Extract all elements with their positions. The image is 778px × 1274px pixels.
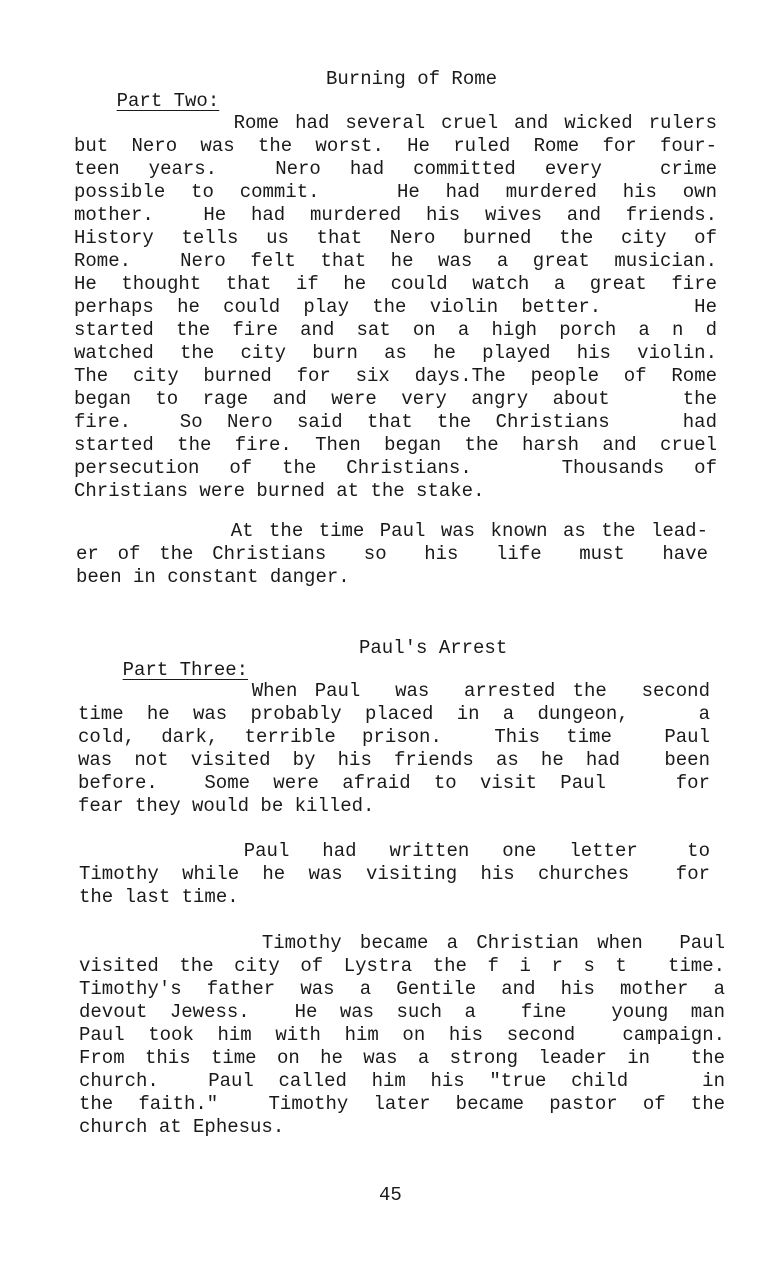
text-line: possible to commit. He had murdered his own — [74, 181, 717, 203]
text-line: watched the city burn as he played his violin. — [74, 342, 717, 364]
text-line: was not visited by his friends as he had been — [78, 749, 710, 771]
text-line: fire. So Nero said that the Christians had — [74, 411, 717, 433]
section-label: Part Two: — [116, 90, 220, 112]
text-line: been in constant danger. — [76, 566, 350, 588]
text-line: started the fire. Then began the harsh and cruel — [74, 434, 717, 456]
text-line: Christians were burned at the stake. — [74, 480, 485, 502]
text-line: The city burned for six days.The people of Rome — [74, 365, 717, 387]
text-line: before. Some were afraid to visit Paul for — [78, 772, 710, 794]
paragraph — [78, 680, 710, 818]
text-line: church. Paul called him his "true child in — [79, 1070, 725, 1092]
text-line: but Nero was the worst. He ruled Rome for four- — [74, 135, 717, 157]
paragraph — [76, 520, 708, 589]
text-line: Paul took him with him on his second campaign. — [79, 1024, 725, 1046]
text-line: cold, dark, terrible prison. This time Paul — [78, 726, 710, 748]
text-line: mother. He had murdered his wives and friends. — [74, 204, 717, 226]
text-line: persecution of the Christians. Thousands of — [74, 457, 717, 479]
text-line: perhaps he could play the violin better. He — [74, 296, 717, 318]
paragraph — [74, 112, 717, 503]
text-line: the last time. — [79, 886, 239, 908]
text-line: the faith." Timothy later became pastor of the — [79, 1093, 725, 1115]
text-line: At the time Paul was known as the lead- — [76, 520, 708, 542]
text-line: Timothy became a Christian when Paul — [79, 932, 725, 954]
text-line: visited the city of Lystra the f i r s t time. — [79, 955, 725, 977]
text-line: started the fire and sat on a high porch a n d — [74, 319, 717, 341]
text-line: time he was probably placed in a dungeon, a — [78, 703, 710, 725]
text-line: He thought that if he could watch a great fire — [74, 273, 717, 295]
page-number: 45 — [379, 1184, 402, 1206]
text-line: fear they would be killed. — [78, 795, 375, 817]
text-line: History tells us that Nero burned the city of — [74, 227, 717, 249]
section-title: Burning of Rome — [326, 68, 498, 90]
text-line: When Paul was arrested the second — [78, 680, 710, 702]
text-line: From this time on he was a strong leader in the — [79, 1047, 725, 1069]
text-line: teen years. Nero had committed every crime — [74, 158, 717, 180]
paragraph — [79, 840, 710, 909]
text-line: Paul had written one letter to — [79, 840, 710, 862]
text-line: Timothy's father was a Gentile and his mother a — [79, 978, 725, 1000]
text-line: er of the Christians so his life must have — [76, 543, 708, 565]
section-label: Part Three: — [122, 659, 249, 681]
text-line: devout Jewess. He was such a fine young man — [79, 1001, 725, 1023]
text-line: Timothy while he was visiting his churches for — [79, 863, 710, 885]
paragraph — [79, 932, 725, 1139]
text-line: Rome had several cruel and wicked rulers — [74, 112, 717, 134]
text-line: church at Ephesus. — [79, 1116, 285, 1138]
text-line: began to rage and were very angry about the — [74, 388, 717, 410]
text-line: Rome. Nero felt that he was a great musician. — [74, 250, 717, 272]
section-title: Paul's Arrest — [359, 637, 508, 659]
